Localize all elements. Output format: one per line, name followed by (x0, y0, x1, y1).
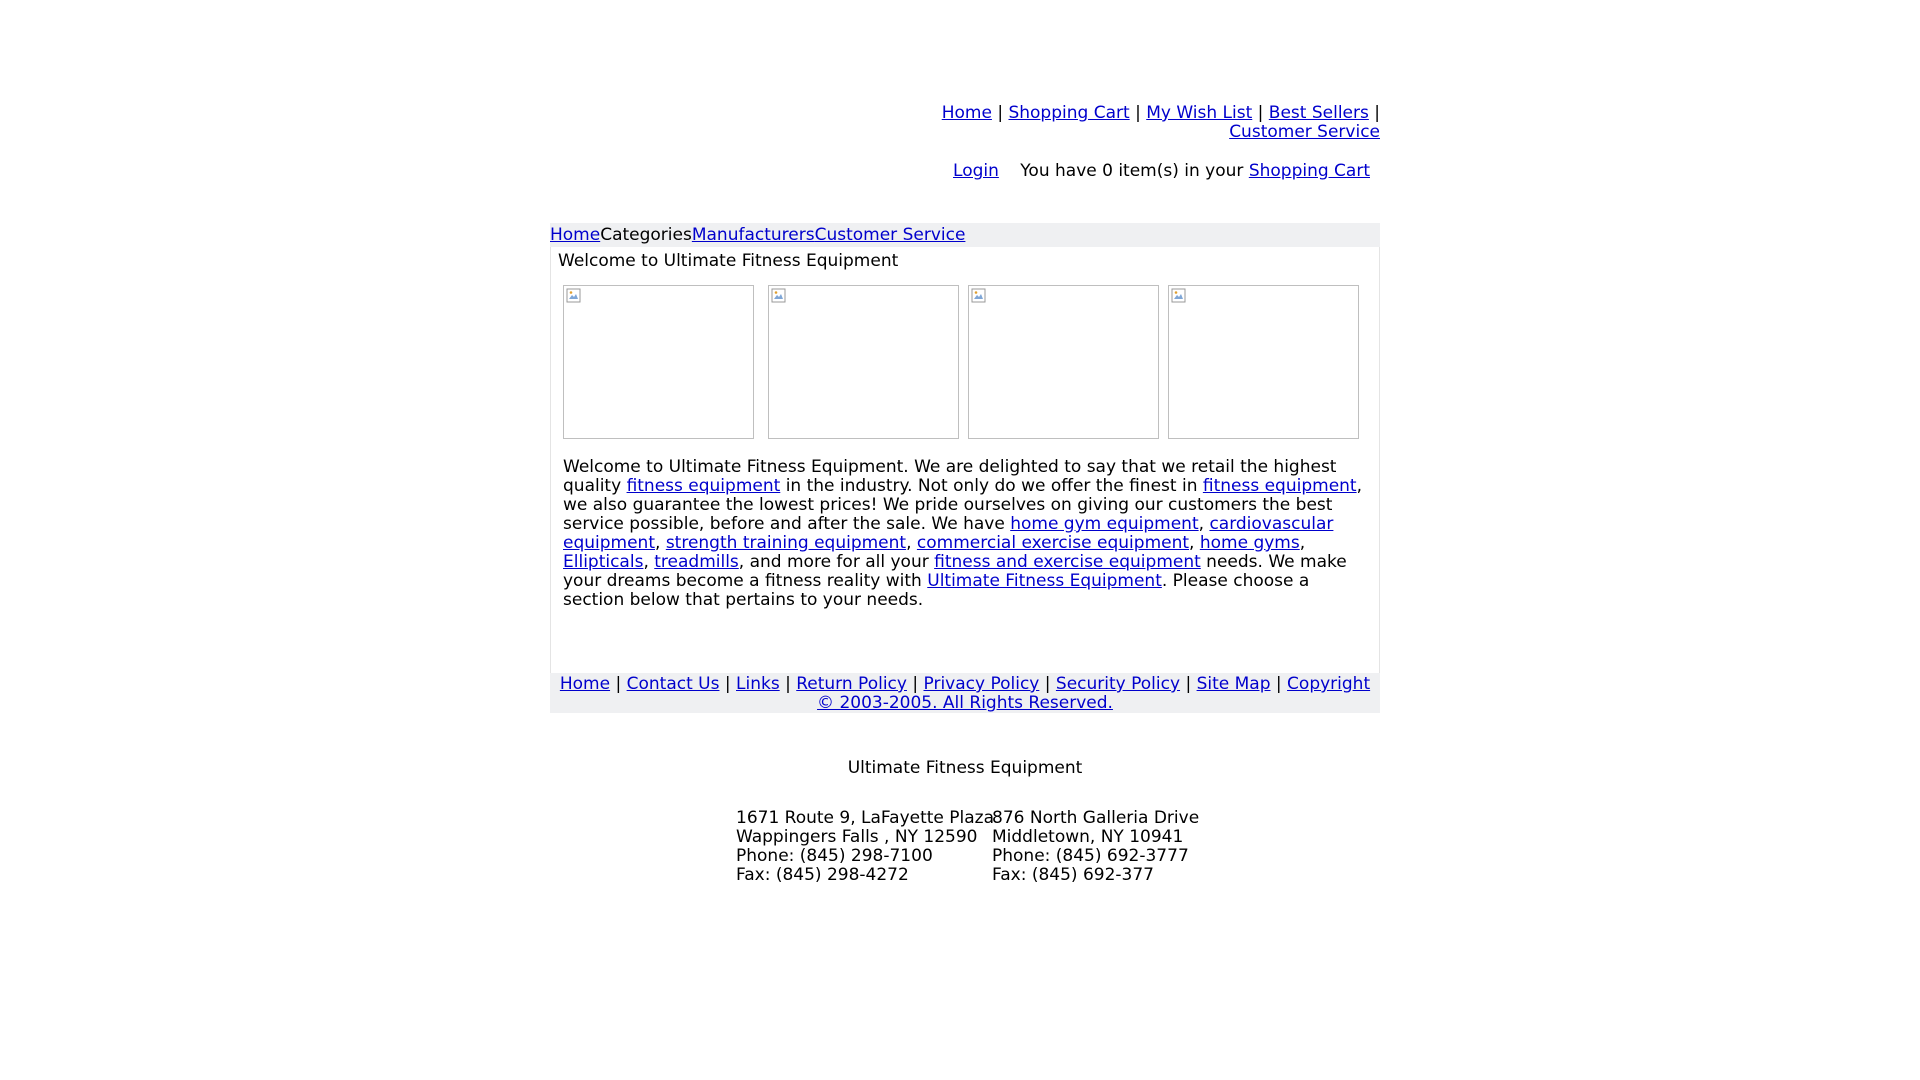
intro-text: , (643, 552, 655, 572)
nav-categories[interactable]: Categories (600, 225, 692, 245)
footer-link-return-policy[interactable]: Return Policy (796, 674, 907, 694)
category-image-4[interactable] (1168, 285, 1359, 439)
footer-link-privacy-policy[interactable]: Privacy Policy (923, 674, 1040, 694)
cart-status-text: You have 0 item(s) in your (1020, 161, 1244, 181)
address-block-2 (992, 809, 1199, 885)
separator: | (785, 674, 791, 694)
separator: | (724, 674, 731, 694)
link-home-gyms[interactable]: home gyms (1199, 533, 1300, 553)
address-block-1 (736, 809, 994, 885)
separator: | (912, 674, 919, 694)
link-ellipticals[interactable]: Ellipticals (563, 552, 644, 572)
link-commercial-exercise-equipment[interactable]: commercial exercise equipment (916, 533, 1190, 553)
header-link-wish-list[interactable]: My Wish List (1146, 103, 1253, 123)
link-fitness-and-exercise-equipment[interactable]: fitness and exercise equipment (934, 552, 1201, 572)
footer-link-copyright[interactable]: Copyright © 2003-2005. All Rights Reserved. (817, 674, 1371, 713)
header-link-shopping-cart[interactable]: Shopping Cart (1008, 103, 1130, 123)
link-cardiovascular-equipment[interactable]: cardiovascular equipment (563, 514, 1334, 553)
separator: | (1257, 103, 1264, 123)
intro-text: . Please choose a section below that pertains to your needs. (563, 571, 1310, 610)
intro-text: needs. We make your dreams become a fitness reality with (563, 552, 1347, 591)
footer-link-links[interactable]: Links (736, 674, 780, 694)
intro-text: , (655, 533, 666, 553)
header-link-customer-service[interactable]: Customer Service (1229, 122, 1380, 142)
link-ultimate-fitness-equipment[interactable]: Ultimate Fitness Equipment (927, 571, 1162, 591)
footer-links (550, 673, 1380, 713)
separator: | (615, 674, 622, 694)
intro-text: Welcome to Ultimate Fitness Equipment. We are delighted to say that we retail the highest quality (563, 457, 1337, 496)
address-phone: Phone: (845) 692-3777 (992, 846, 1189, 866)
cart-link[interactable]: Shopping Cart (1248, 161, 1370, 181)
link-treadmills[interactable]: treadmills (654, 552, 739, 572)
nav-home[interactable]: Home (550, 225, 601, 245)
intro-text: , (1299, 533, 1306, 553)
intro-paragraph (563, 458, 1369, 610)
footer-link-home[interactable]: Home (559, 674, 611, 694)
address-fax: Fax: (845) 692-377 (992, 865, 1154, 885)
footer-link-security-policy[interactable]: Security Policy (1055, 674, 1181, 694)
main-nav (550, 223, 1380, 247)
address-city: Middletown, NY 10941 (992, 827, 1184, 847)
separator: | (1135, 103, 1141, 123)
footer-link-contact[interactable]: Contact Us (626, 674, 720, 694)
separator: | (997, 103, 1004, 123)
category-image-1[interactable] (563, 285, 754, 439)
category-image-2[interactable] (768, 285, 959, 439)
address-street: 876 North Galleria Drive (992, 808, 1200, 828)
company-name: Ultimate Fitness Equipment (847, 758, 1083, 778)
header-link-home[interactable]: Home (941, 103, 992, 123)
link-strength-training-equipment[interactable]: strength training equipment (665, 533, 907, 553)
cart-status-line (870, 162, 1370, 181)
separator: | (1374, 103, 1380, 123)
broken-image-icon (971, 288, 987, 304)
separator: | (1185, 674, 1192, 694)
intro-text: , (1189, 533, 1200, 553)
intro-text: , and more for all your (738, 552, 935, 572)
broken-image-icon (1171, 288, 1187, 304)
intro-text: , we also guarantee the lowest prices! We pride ourselves on giving our customers the best service possible, before and after the sale. We have (563, 476, 1363, 534)
header-link-best-sellers[interactable]: Best Sellers (1268, 103, 1369, 123)
address-city: Wappingers Falls , NY 12590 (736, 827, 978, 847)
link-fitness-equipment[interactable]: fitness equipment (626, 476, 781, 496)
broken-image-icon (566, 288, 582, 304)
header-links (870, 104, 1380, 142)
separator: | (1275, 674, 1282, 694)
footer-link-site-map[interactable]: Site Map (1196, 674, 1271, 694)
address-street: 1671 Route 9, LaFayette Plaza (736, 808, 995, 828)
intro-text: in the industry. Not only do we offer the finest in (780, 476, 1203, 496)
nav-customer-service[interactable]: Customer Service (814, 225, 966, 245)
category-image-3[interactable] (968, 285, 1159, 439)
content-box (550, 247, 1380, 674)
link-fitness-equipment[interactable]: fitness equipment (1202, 476, 1357, 496)
broken-image-icon (771, 288, 787, 304)
intro-text: , (1198, 514, 1210, 534)
intro-text: , (906, 533, 917, 553)
link-home-gym-equipment[interactable]: home gym equipment (1010, 514, 1199, 534)
nav-manufacturers[interactable]: Manufacturers (691, 225, 815, 245)
separator: | (1044, 674, 1051, 694)
login-link[interactable]: Login (953, 161, 999, 181)
address-fax: Fax: (845) 298-4272 (736, 865, 909, 885)
address-phone: Phone: (845) 298-7100 (736, 846, 933, 866)
page-title: Welcome to Ultimate Fitness Equipment (558, 251, 899, 271)
